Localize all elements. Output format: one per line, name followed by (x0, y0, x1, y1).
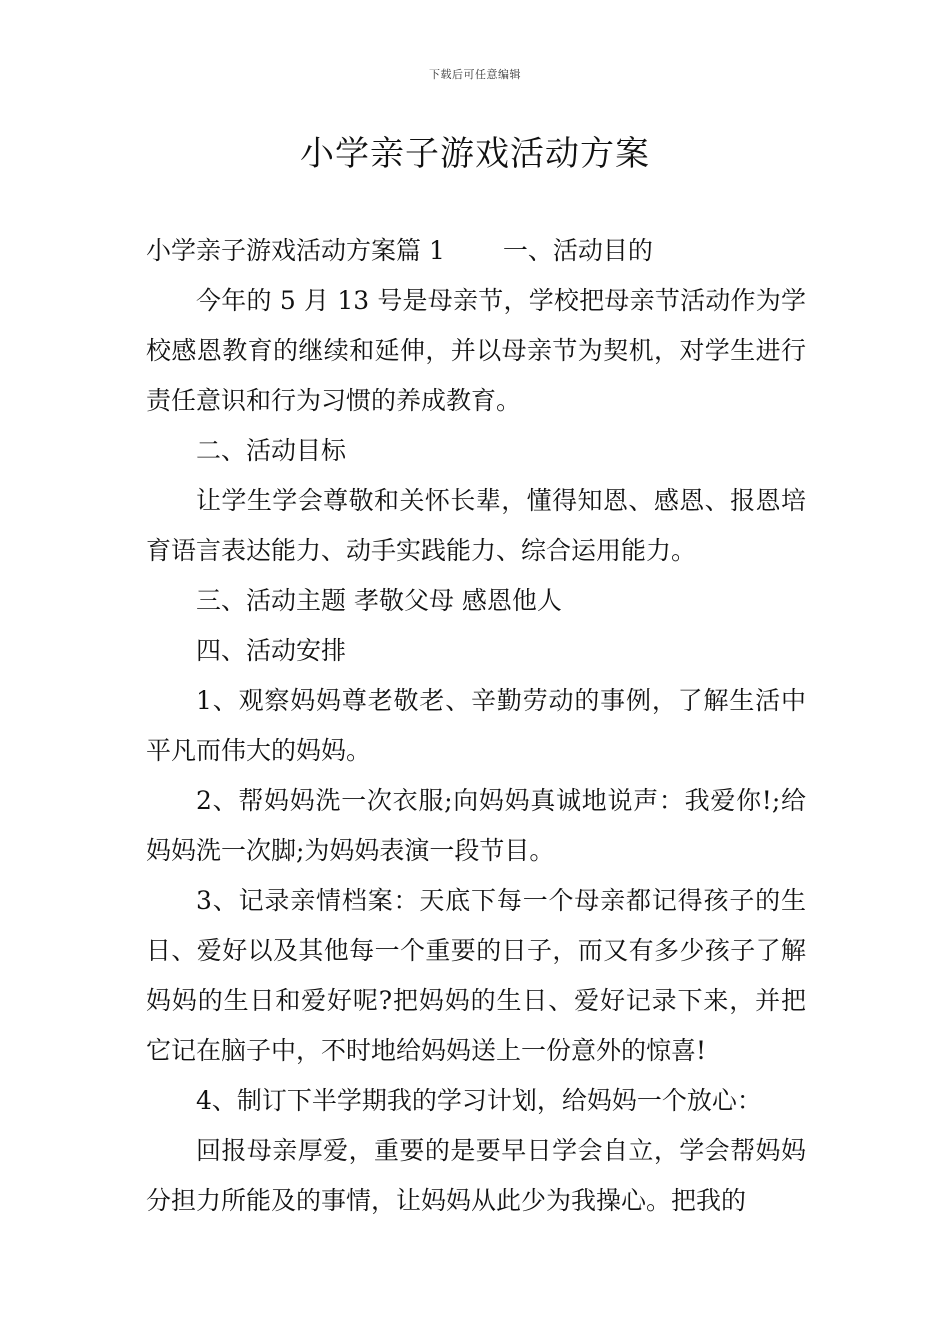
section-label: 小学亲子游戏活动方案篇 1 (146, 236, 445, 265)
paragraph-item-4: 4、制订下半学期我的学习计划，给妈妈一个放心： (196, 1086, 762, 1115)
heading-goals: 二、活动目标 (196, 436, 347, 465)
document-body (146, 226, 806, 1226)
document-title: 小学亲子游戏活动方案 (300, 134, 650, 174)
heading-theme: 三、活动主题 孝敬父母 感恩他人 (196, 586, 562, 615)
heading-arrangement: 四、活动安排 (196, 636, 347, 665)
header-note: 下载后可任意编辑 (429, 68, 521, 81)
paragraph-item-2: 2、帮妈妈洗一次衣服;向妈妈真诚地说声：我爱你!;给妈妈洗一次脚;为妈妈表演一段节目。 (146, 786, 806, 865)
paragraph-continuation: 回报母亲厚爱，重要的是要早日学会自立，学会帮妈妈分担力所能及的事情，让妈妈从此少为我操心。把我的 (146, 1136, 806, 1215)
paragraph-item-3: 3、记录亲情档案：天底下每一个母亲都记得孩子的生日、爱好以及其他每一个重要的日子，而又有多少孩子了解妈妈的生日和爱好呢?把妈妈的生日、爱好记录下来，并把它记在脑子中，不时地给妈妈送上一份意外的惊喜! (146, 886, 806, 1065)
paragraph-goals: 让学生学会尊敬和关怀长辈，懂得知恩、感恩、报恩培育语言表达能力、动手实践能力、综合运用能力。 (146, 486, 806, 565)
first-line (146, 226, 806, 276)
paragraph-purpose: 今年的 5 月 13 号是母亲节，学校把母亲节活动作为学校感恩教育的继续和延伸，并以母亲节为契机，对学生进行责任意识和行为习惯的养成教育。 (146, 286, 806, 415)
paragraph-item-1: 1、观察妈妈尊老敬老、辛勤劳动的事例，了解生活中平凡而伟大的妈妈。 (146, 686, 806, 765)
section-heading: 一、活动目的 (502, 236, 653, 265)
